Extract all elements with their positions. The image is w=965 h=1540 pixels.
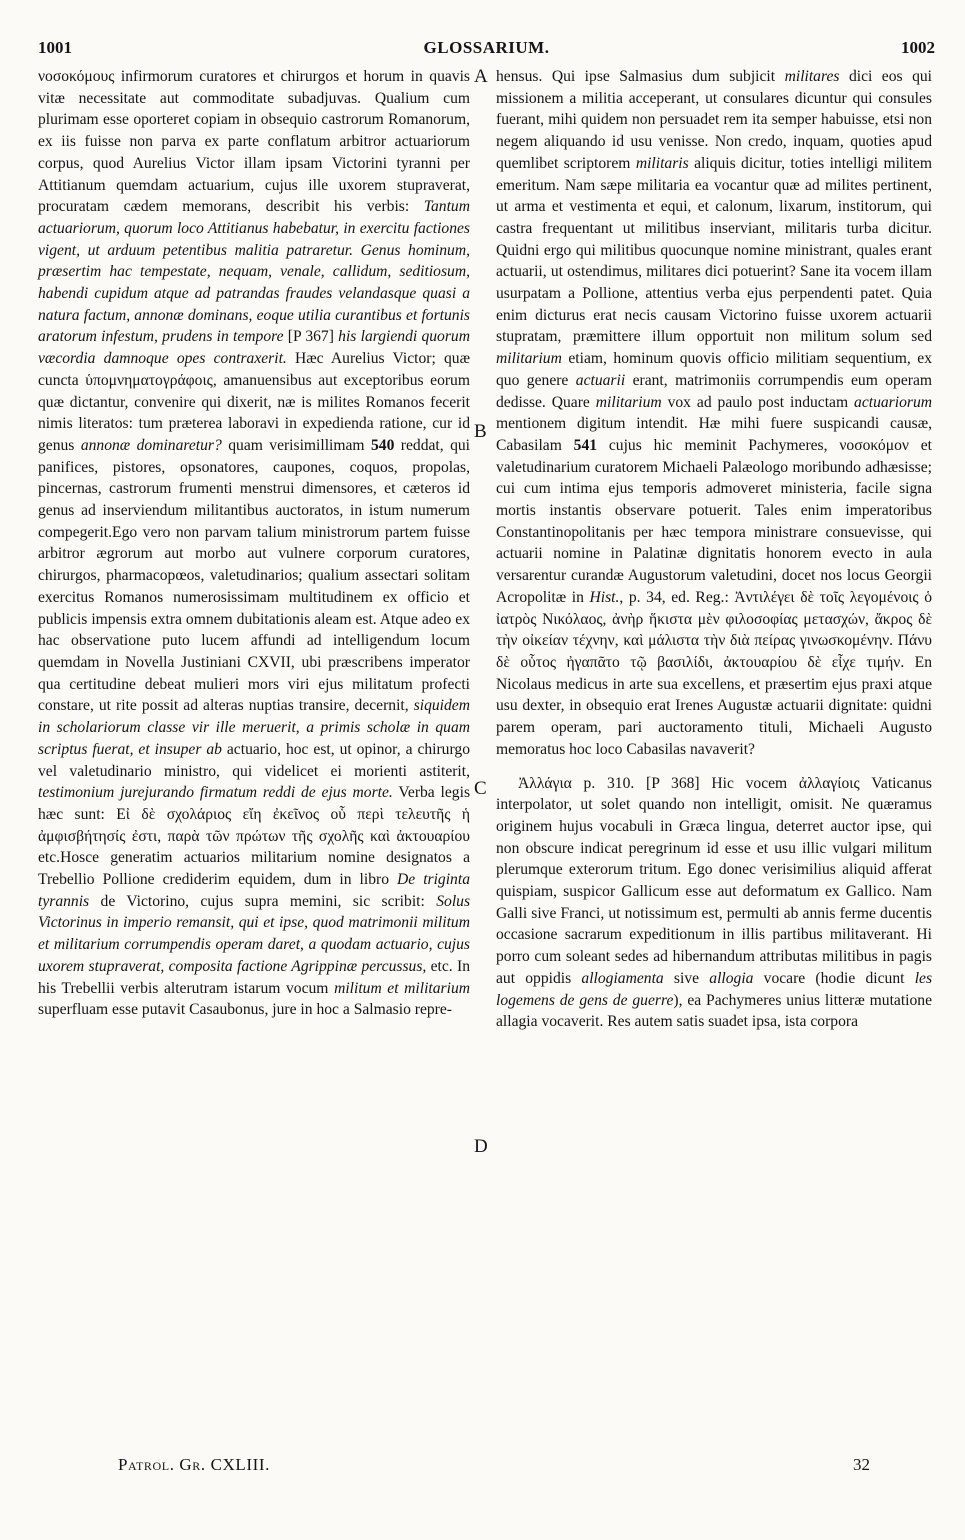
section-marker-a: A xyxy=(474,66,488,87)
page-number-left: 1001 xyxy=(38,38,72,57)
right-paragraph-2: Ἀλλάγια p. 310. [P 368] Hic vocem ἀλλαγίοις Vaticanus interpolator, ut solet quando non intelligit, omisit. Ne quæramus originem hujus vocabuli in Græca lingua, deterret auctor ipse, qui non obscure indicat peregrinum id esse et usu illic vulgari militum plerumque exterorum tritum. Ego donec verisimilius aliquid afferat quispiam, suspicor Gallicum esse aut deformatum ex Gallico. Nam Galli sive Franci, ut notissimum est, permulti ab annis ferme ducentis occasione sacrarum expeditionum in illis partibus militaverant. Hi porro cum soleant sedes ad hibernandum attributas militibus in pagis aut oppidis allogiamenta sive allogia vocare (hodie dicunt les logemens de gens de guerre), ea Pachymeres unius litteræ mutatione allagia vocaverit. Res autem satis suadet ipsa, ista corpora xyxy=(496,774,933,1031)
left-paragraph-1: νοσοκόμους infirmorum curatores et chirurgos et horum in quavis vitæ necessitate aut commoditate subadjuvas. Qualium cum plurimam esse oporteret copiam in obsequio castrorum Romanorum, ex iis fuisse non parva ex parte conflatum arbitror actuariorum corpus, quod Aurelius Victor illam ipsam Victorini tyranni per Attitianum quemdam actuarium, cujus ille uxorem stupraverat, procuratam cædem memorans, describit his verbis: Tantum actuariorum, quorum loco Attitianus habebatur, in exercitu factiones vigent, ut arduum petentibus malitia patraretur. Genus hominum, præsertim hac tempestate, nequam, venale, callidum, seditiosum, habendi cupidum atque ad patrandas fraudes velandasque quasi a natura factum, annonæ dominans, eoque utilia curantibus et fortunis aratorum infestum, prudens in tempore [P 367] his largiendi quorum væcordia damnoque opes contraxerit. Hæc Aurelius Victor; quæ cuncta ὑπομνηματογράφοις, amanuensibus aut exceptoribus eorum quæ dictantur, convenire qui dixerit, næ is milites Romanos fecerit nimis literatos: tum prætereа laboravi in expedienda ratione, cur id genus annonæ dominaretur? quam verisimillimam 540 reddat, qui panifices, pistores, opsonatores, caupones, coquos, propolas, pincernas, castrorum frumenti menstrui dimensores, et cæteros id genus ad inserviendum militantibus auctoratos, in istum numerum compegerit.Ego vero non parvam talium ministrorum partem fuisse arbitror ægrorum aut morbo aut vulnere corporum curatores, chirurgos, pharmacopœos, valetudinarios; qualium assectari solitam exercitus Romanos numerosissimam multitudinem ex officio et publicis impensis extra omnem dubitationis aleam est. Atque adeo ex hac observatione puto lucem affundi ad intelligendum locum quemdam in Novella Justiniani CXVII, ubi præscribens imperator qua certitudine debeat mulieri mors viri ejus militatum profecti constare, ut rite possit ad alteras nuptias transire, decernit, siquidem in scholariorum classe vir ille meruerit, a primis scholæ in quam scriptus fuerat, et insuper ab actuario, hoc est, ut opinor, a chirurgo vel valetudinario ministro, qui videlicet ei morienti astiterit, testimonium jurejurando firmatum reddi de ejus morte. Verba legis hæc sunt: Εἰ δὲ σχολάριος εἴη ἐκεῖνος οὗ περὶ τελευτῆς ἡ ἀμφισβήτησίς ἐστι, παρὰ τῶν πρώτων τῆς σχολῆς καὶ ἀκτουαρίου etc.Hosce generatim actuarios militarium nomine designatos a Trebellio Pollione crediderim equidem, dum in libro De triginta tyrannis de Victorino, cujus supra memini, sic scribit: Solus Victorinus in imperio remansit, qui et ipse, quod matrimonii militum et militarium corrumpendis operam daret, a quodam actuario, cujus uxorem stupraverat, composita factione Agrippinæ percussus, etc. In his Trebellii verbis alterutram istarum vocum militum et militarium superfluam esse putavit Casaubonus, jure in hoc a Salmasio repre- xyxy=(38,68,471,1019)
section-marker-b: B xyxy=(474,421,487,442)
page-number-right: 1002 xyxy=(901,38,935,57)
section-marker-d: D xyxy=(474,1136,488,1157)
left-column xyxy=(38,66,470,1021)
margin-number-541: 541 xyxy=(573,436,598,454)
right-paragraph-1: hensus. Qui ipse Salmasius dum subjicit militares dici eos qui missionem a militia acceperant, ut consulares dicuntur qui consules fuerant, mihi quidem non persuadet rem ita semper habuisse, etsi non negem aliquando id usu venisse. Non credo, inquam, quoties apud quemlibet scriptorem militaris aliquis dicitur, toties intelligi militem emeritum. Nam sæpe militaria ea vocantur quæ ad milites pertinent, ut arma et vestimenta et equi, et calonum, lixarum, institorum, qui castra frequentant ut militibus inserviant, militaris turba dicitur. Quidni ergo qui militibus quocunque nomine ministrant, quales erant actuarii, ut ostendimus, militares dici potuerint? Sane ita vocem illam usurpatam a Pollione, attentius verba ejus perpendenti patet. Quia enim dicturus erat necis causam Victorino fuisse uxorem actuarii stupratam, præmittere illum opportuit non militum solum sed militarium etiam, hominum quovis officio militiam sequentium, ex quo genere actuarii erant, matrimoniis corrumpendis eum operam dedisse. Quare militarium vox ad paulo post inductam actuariorum mentionem digitum intendit. Hæ mihi fuere suspicandi causæ, Cabasilam 541 cujus hic meminit Pachymeres, νοσοκόμον et valetudinarium curatorem Michaeli Palæologo moribundo adhæsisse; cui cum intima ejus temporis admoveret ministeria, facile signa mortis instantis observare potuerit. Tales enim imperatoribus Constantinopolitanis per hæc tempora ministrare consuevisse, qui actuarii nomine in Palatinæ dignitatis honorem evecto in aula versarentur curandæ Augustorum valetudini, docet nos locus Georgii Acropolitæ in Hist., p. 34, ed. Reg.: Ἀντιλέγει δὲ τοῖς λεγομένοις ὁ ἰατρὸς Νικόλαος, ἀνὴρ ἥκιστα μὲν φιλοσοφίας μετασχών, ἄκρος δὲ τὴν οἰκείαν τέχνην, καὶ μάλιστα τὴν διὰ πείρας γινωσκομένην. Πάνυ δὲ οὗτος ἠγαπᾶτο τῷ βασιλίδι, ἀκτουαρίου δὲ εἶχε τιμήν. En Nicolaus medicus in arte sua excellens, et præsertim ejus praxi atque usu dexter, in obsequio erat Irenes Augustæ actuarii dignitate: quidni parem operam, pari auctoramento tituli, Michaeli Augusto memoratus hoc loco Cabasilas navaverit? xyxy=(496,68,933,758)
running-title: GLOSSARIUM. xyxy=(423,38,550,57)
margin-number-540: 540 xyxy=(370,436,395,454)
footer-signature-number: 32 xyxy=(853,1455,870,1474)
section-marker-c: C xyxy=(474,778,487,799)
right-column xyxy=(496,66,932,1033)
page-footer xyxy=(118,1455,925,1479)
page-header xyxy=(38,38,935,62)
footer-source: Patrol. Gr. CXLIII. xyxy=(118,1455,271,1474)
